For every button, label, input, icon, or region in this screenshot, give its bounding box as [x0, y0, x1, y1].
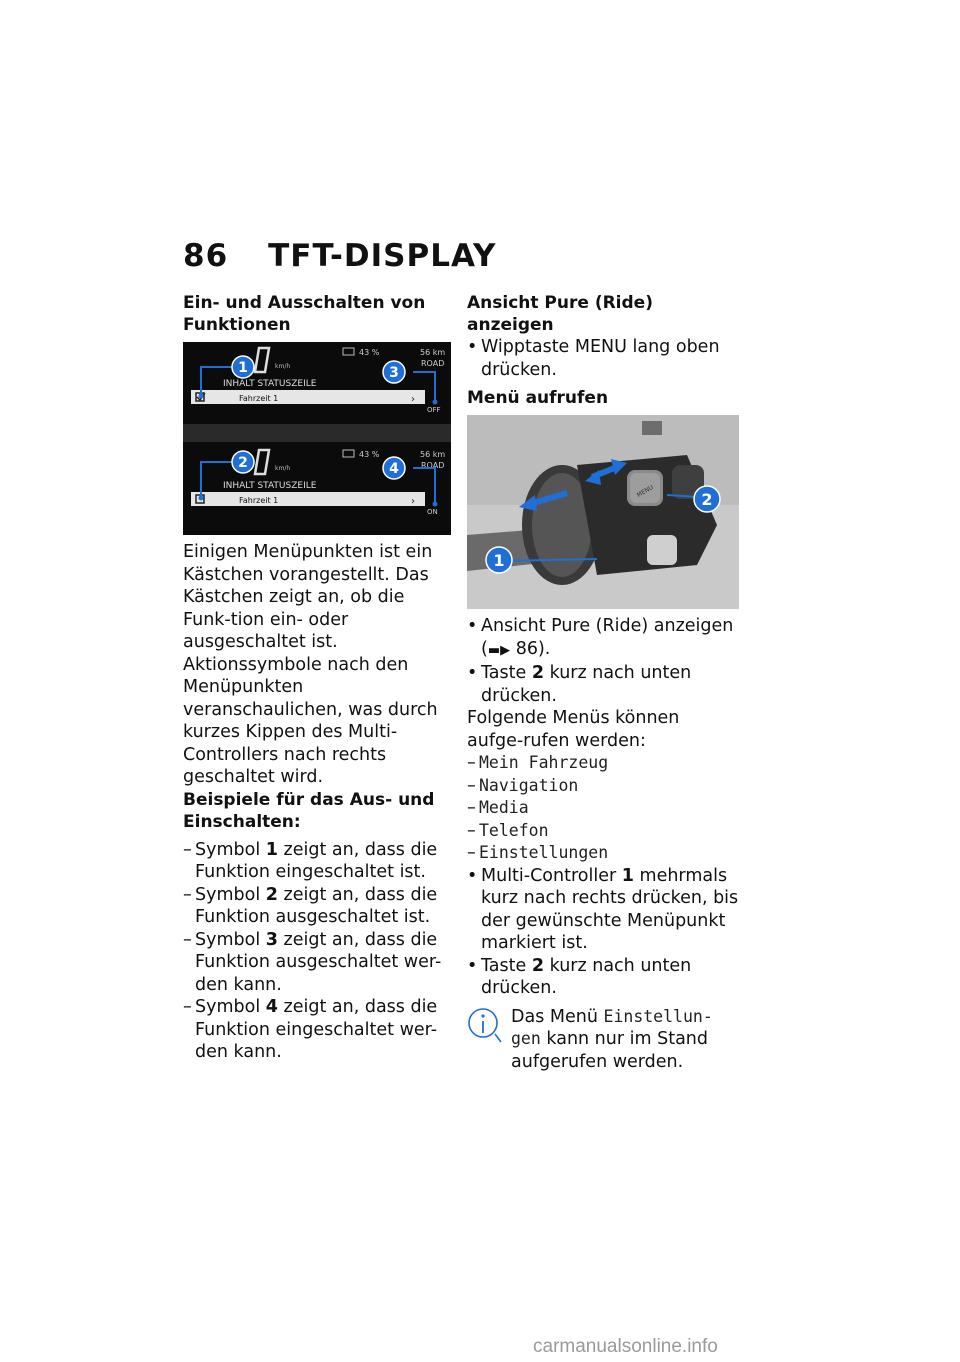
battery-top: 43 %	[359, 348, 380, 357]
intro-paragraph: Einigen Menüpunkten ist ein Kästchen vorangestellt. Das Kästchen zeigt an, ob die Funk-tion ein- oder ausgeschaltet ist. Aktionssymbole nach den Menüpunkten veranschaulichen, was durch kurzes Kippen des Multi-Controllers nach rechts geschaltet wird.	[183, 542, 438, 787]
handlebar-controls-figure	[467, 415, 739, 609]
example-item-1: – Symbol 1 zeigt an, dass die Funktion eingeschaltet ist.	[183, 839, 438, 882]
mode-top: ROAD	[421, 359, 445, 368]
speed-unit-bottom: km/h	[275, 465, 291, 472]
menus-intro: Folgende Menüs können aufge-rufen werden:	[467, 708, 680, 751]
speed-unit-top: km/h	[275, 363, 291, 370]
display-panel-top	[183, 342, 451, 437]
page-header	[183, 238, 496, 274]
menu-item-navigation: – Navigation	[467, 775, 579, 796]
handlebar-callout-1: 1	[493, 551, 505, 570]
callout-3: 3	[389, 365, 399, 381]
section-heading-ein-ausschalten: Ein- und Ausschalten von Funktionen	[183, 293, 426, 335]
info-note-text: Das Menü Einstellun-gen kann nur im Stand aufgerufen werden.	[511, 1006, 713, 1072]
bullet-multi-controller: • Multi-Controller 1 mehrmals kurz nach rechts drücken, bis der gewünschte Menüpunkt markiert ist.	[467, 865, 739, 955]
svg-text:›: ›	[411, 394, 415, 405]
state-on-label: ON	[427, 508, 438, 516]
battery-bottom: 43 %	[359, 450, 380, 459]
menu-item-einstellungen: – Einstellungen	[467, 843, 609, 863]
menu-item-media: – Media	[467, 798, 529, 818]
menu-title-bottom: INHALT STATUSZEILE	[223, 481, 317, 491]
info-icon	[467, 1006, 503, 1046]
range-top: 56 km	[420, 348, 446, 357]
info-note	[467, 1006, 739, 1074]
page-reference-arrow-icon: ▬▶	[487, 642, 511, 658]
mode-bottom: ROAD	[421, 461, 445, 470]
menu-item-mein-fahrzeug: – Mein Fahrzeug	[467, 753, 609, 773]
state-off-label: OFF	[427, 406, 441, 414]
left-column	[183, 292, 455, 1064]
examples-heading: Beispiele für das Aus- und Einschalten:	[183, 789, 435, 832]
range-bottom: 56 km	[420, 450, 446, 459]
display-panel-bottom	[183, 442, 451, 535]
right-column	[467, 292, 739, 1073]
menu-title-top: INHALT STATUSZEILE	[223, 379, 317, 389]
callout-2: 2	[238, 455, 248, 471]
tft-display-figure	[183, 342, 451, 535]
bullet-taste-2-second: • Taste 2 kurz nach unten drücken.	[467, 955, 739, 1000]
page-number: 86	[183, 238, 229, 274]
example-item-3: – Symbol 3 zeigt an, dass die Funktion ausgeschaltet wer-den kann.	[183, 929, 442, 995]
watermark: carmanualsonline.info	[533, 1336, 718, 1357]
menu-button-label: MENU	[635, 483, 655, 499]
menu-item-bottom: Fahrzeit 1	[239, 496, 279, 505]
handlebar-illustration	[467, 415, 739, 609]
bullet-taste-2: • Taste 2 kurz nach unten drücken.	[467, 662, 739, 707]
callout-1: 1	[238, 360, 248, 376]
svg-text:›: ›	[411, 496, 415, 507]
section-heading-ansicht-pure: Ansicht Pure (Ride) anzeigen	[467, 293, 653, 335]
page-reference-link[interactable]: 86).	[515, 638, 551, 659]
handlebar-callout-2: 2	[701, 490, 713, 509]
tft-display-illustration	[183, 342, 451, 535]
bullet-wipptaste: • Wipptaste MENU lang oben drücken.	[467, 336, 739, 381]
menu-item-telefon: – Telefon	[467, 820, 549, 841]
section-heading-menu-aufrufen: Menü aufrufen	[467, 388, 609, 408]
bullet-ansicht-pure: • Ansicht Pure (Ride) anzeigen (▬▶ 86).	[467, 615, 739, 662]
example-item-2: – Symbol 2 zeigt an, dass die Funktion ausgeschaltet ist.	[183, 884, 438, 927]
callout-4: 4	[389, 461, 399, 477]
page-title: TFT-DISPLAY	[268, 238, 497, 274]
menu-item-top: Fahrzeit 1	[239, 394, 279, 403]
example-item-4: – Symbol 4 zeigt an, dass die Funktion eingeschaltet wer-den kann.	[183, 997, 438, 1062]
